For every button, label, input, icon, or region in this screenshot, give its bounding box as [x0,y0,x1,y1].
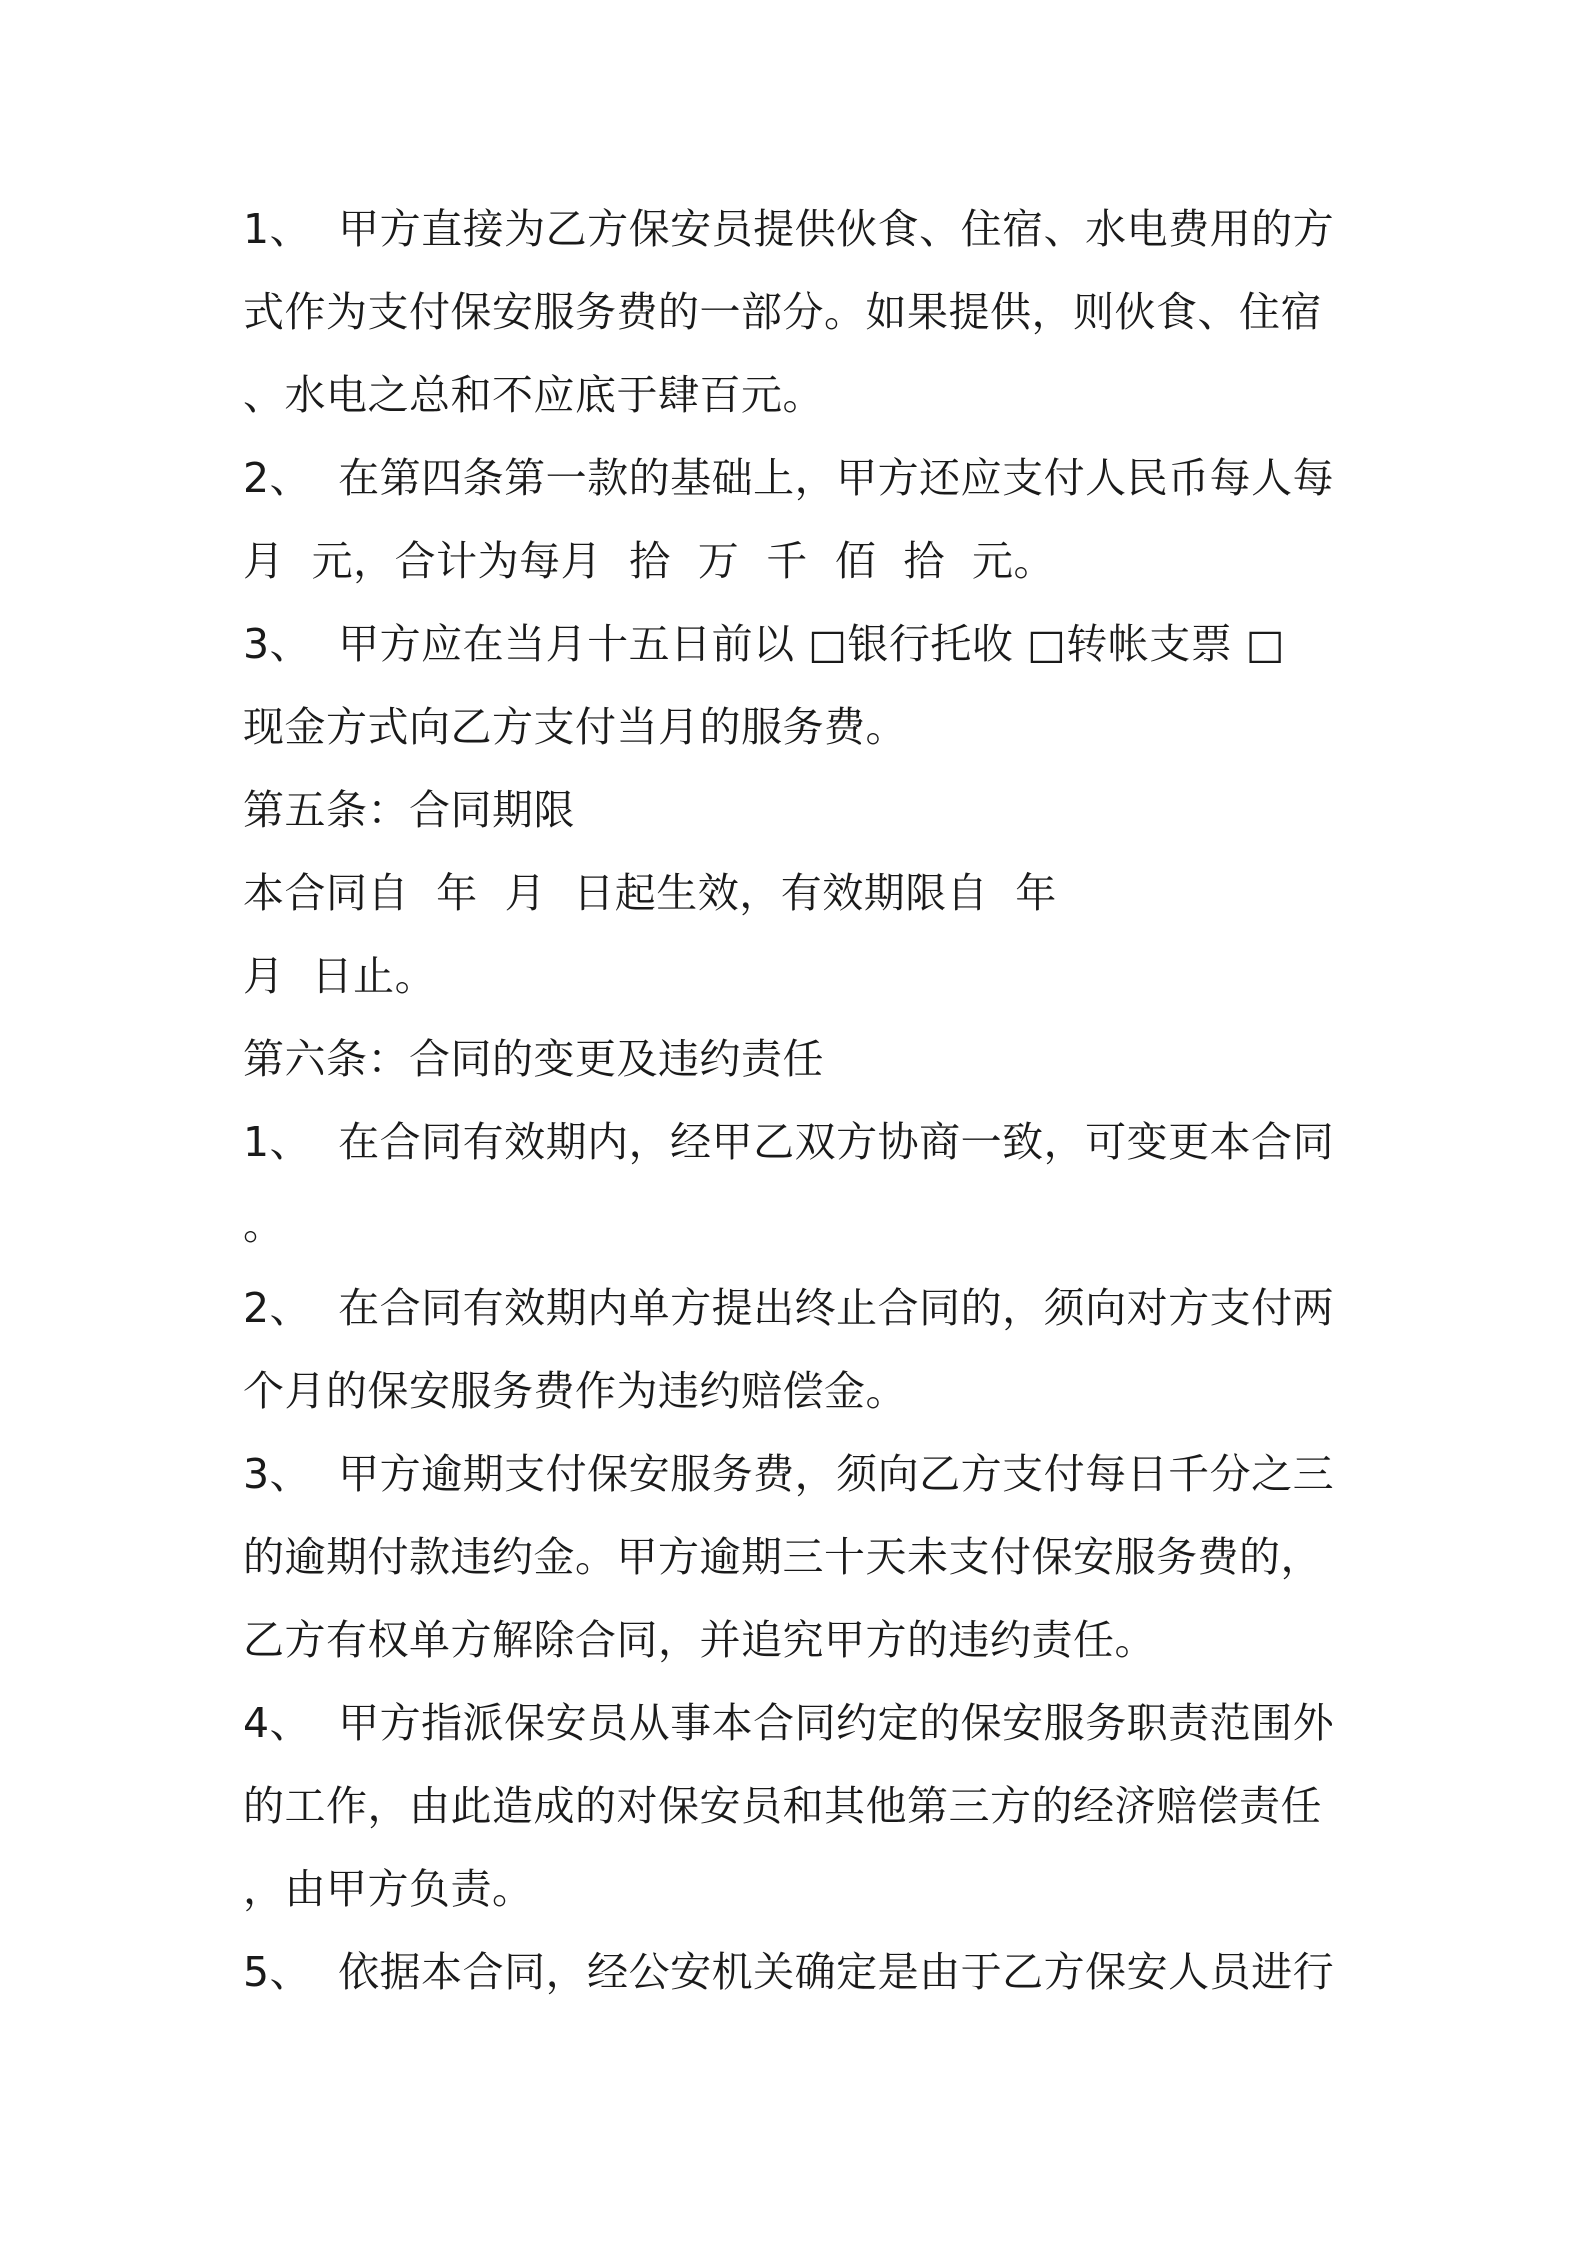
text-line: 2、 在合同有效期内单方提出终止合同的，须向对方支付两 [243,1284,1335,1332]
text-line: 3、 甲方应在当月十五日前以 □银行托收 □转帐支票 □ [243,620,1285,668]
section-heading: 第六条：合同的变更及违约责任 [243,1035,824,1083]
text-line: 1、 甲方直接为乙方保安员提供伙食、住宿、水电费用的方 [243,205,1335,253]
text-line: 3、 甲方逾期支付保安服务费，须向乙方支付每日千分之三 [243,1450,1335,1498]
section-heading: 第五条：合同期限 [243,786,575,834]
text-line: 5、 依据本合同，经公安机关确定是由于乙方保安人员进行 [243,1948,1335,1996]
text-line: 4、 甲方指派保安员从事本合同约定的保安服务职责范围外 [243,1699,1335,1747]
text-line: 个月的保安服务费作为违约赔偿金。 [243,1367,907,1415]
text-line: 本合同自 年 月 日起生效，有效期限自 年 [243,869,1057,917]
text-line: 的逾期付款违约金。甲方逾期三十天未支付保安服务费的， [243,1533,1322,1581]
text-line: 的工作，由此造成的对保安员和其他第三方的经济赔偿责任 [243,1782,1322,1830]
text-line: 乙方有权单方解除合同，并追究甲方的违约责任。 [243,1616,1156,1664]
text-line: 月 元，合计为每月 拾 万 千 佰 拾 元。 [243,537,1055,585]
text-line: 式作为支付保安服务费的一部分。如果提供，则伙食、住宿 [243,288,1322,336]
text-line: 1、 在合同有效期内，经甲乙双方协商一致，可变更本合同 [243,1118,1335,1166]
text-line: ，由甲方负责。 [243,1865,534,1913]
text-line: 。 [243,1201,285,1249]
text-line: 、水电之总和不应底于肆百元。 [243,371,824,419]
text-line: 月 日止。 [243,952,437,1000]
text-line: 现金方式向乙方支付当月的服务费。 [243,703,907,751]
text-line: 2、 在第四条第一款的基础上，甲方还应支付人民币每人每 [243,454,1335,502]
